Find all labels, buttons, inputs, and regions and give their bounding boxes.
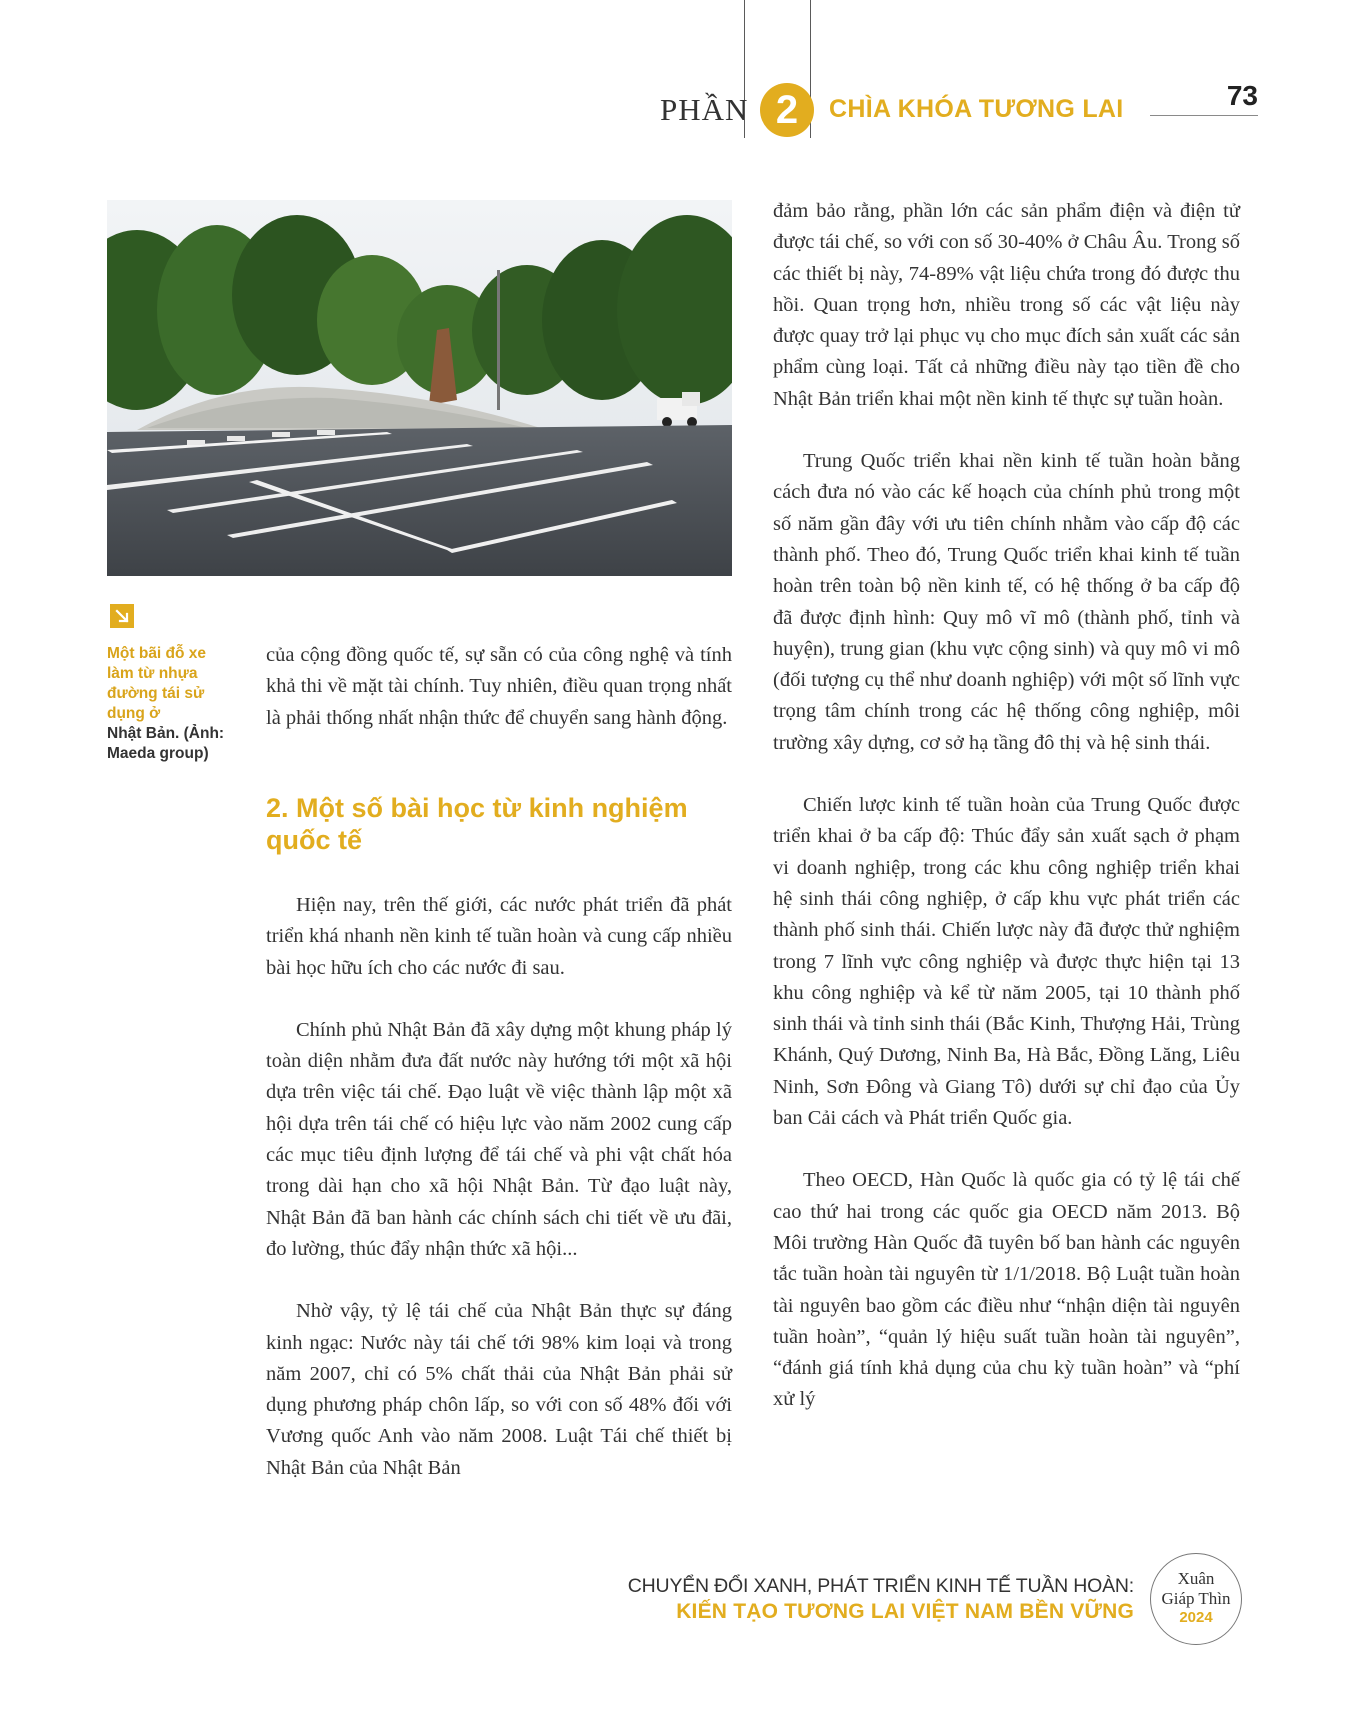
caption-line-3: đường tái sử [107,685,205,702]
arrow-down-right-icon [110,604,134,628]
body-paragraph: Nhờ vậy, tỷ lệ tái chế của Nhật Bản thực sự đáng kinh ngạc: Nước này tái chế tới 98% kim loại và trong năm 2007, chỉ có 5% chất thải của Nhật Bản phải sử dụng phương pháp chôn lấp, so với con số 48% đối với Vương quốc Anh vào năm 2008. Luật Tái chế thiết bị Nhật Bản của Nhật Bản [266,1300,732,1479]
chapter-title: CHÌA KHÓA TƯƠNG LAI [829,95,1124,123]
issue-badge [1150,1553,1242,1645]
parking-lot-photo [107,200,732,576]
left-column-body [266,890,732,1515]
footer-series-title: CHUYỂN ĐỔI XANH, PHÁT TRIỂN KINH TẾ TUẦN HOÀN: [627,1575,1134,1597]
caption-line-2: làm từ nhựa [107,665,198,682]
intro-paragraph: của cộng đồng quốc tế, sự sẵn có của công nghệ và tính khả thi về mặt tài chính. Tuy nhiên, điều quan trọng nhất là phải thống nhất nhận thức để chuyển sang hành động. [266,644,732,729]
body-paragraph: Chiến lược kinh tế tuần hoàn của Trung Quốc được triển khai ở ba cấp độ: Thúc đẩy sản xuất sạch ở phạm vi doanh nghiệp, trong các khu công nghiệp triển khai hệ sinh thái công nghiệp, ở cấp khu vực phát triển các thành phố sinh thái. Chiến lược này đã được thử nghiệm trong 7 lĩnh vực công nghiệp và được thực hiện tại 13 khu công nghiệp và kể từ năm 2005, tại 10 thành phố sinh thái và tỉnh sinh thái (Bắc Kinh, Thượng Hải, Trùng Khánh, Quý Dương, Ninh Ba, Hà Bắc, Đồng Lăng, Liêu Ninh, Sơn Đông và Giang Tô) dưới sự chỉ đạo của Ủy ban Cải cách và Phát triển Quốc gia. [773,794,1240,1130]
footer-series-subtitle: KIẾN TẠO TƯƠNG LAI VIỆT NAM BỀN VỮNG [676,1600,1134,1623]
header-rule [1150,115,1258,116]
body-paragraph: Theo OECD, Hàn Quốc là quốc gia có tỷ lệ tái chế cao thứ hai trong các quốc gia OECD năm 2013. Bộ Môi trường Hàn Quốc đã tuyên bố ban hành các nguyên tắc tuần hoàn tài nguyên từ 1/1/2018. Bộ Luật tuần hoàn tài nguyên bao gồm các điều như “nhận diện tài nguyên tuần hoàn”, “quản lý hiệu suất tuần hoàn tài nguyên”, “đánh giá tính khả dụng của chu kỳ tuần hoàn” và “phí xử lý [773,1169,1240,1411]
body-paragraph: Trung Quốc triển khai nền kinh tế tuần hoàn bằng cách đưa nó vào các kế hoạch của chính phủ trong một số năm gần đây với ưu tiên chính nhằm vào cấp độ các thành phố. Theo đó, Trung Quốc triển khai kinh tế tuần hoàn trên toàn bộ nền kinh tế, có hệ thống ở ba cấp độ đã được định hình: Quy mô vĩ mô (thành phố, tỉnh và huyện), trung gian (khu vực cộng sinh) và quy mô vi mô (đối tượng cụ thể như doanh nghiệp) với một số lĩnh vực trọng tâm chính trong các hệ thống công nghiệp, môi trường xây dựng, cơ sở hạ tầng đô thị và hệ sinh thái. [773,450,1240,754]
body-paragraph: đảm bảo rằng, phần lớn các sản phẩm điện và điện tử được tái chế, so với con số 30-40% ở Châu Âu. Trong số các thiết bị này, 74-89% vật liệu chứa trong đó được thu hồi. Quan trọng hơn, nhiều trong số các vật liệu này được quay trở lại phục vụ cho mục đích sản xuất các sản phẩm cùng loại. Tất cả những điều này tạo tiền đề cho Nhật Bản triển khai một nền kinh tế thực sự tuần hoàn. [773,200,1240,410]
body-paragraph: Hiện nay, trên thế giới, các nước phát triển đã phát triển khá nhanh nền kinh tế tuần hoàn và cung cấp nhiều bài học hữu ích cho các nước đi sau. [266,894,732,979]
body-paragraph: Chính phủ Nhật Bản đã xây dựng một khung pháp lý toàn diện nhằm đưa đất nước này hướng tới một xã hội dựa trên việc tái chế. Đạo luật về việc thành lập một xã hội dựa trên tái chế có hiệu lực vào năm 2002 cung cấp các mục tiêu định lượng để tái chế và phi vật chất hóa trong dài hạn cho xã hội Nhật Bản. Từ đạo luật này, Nhật Bản đã ban hành các chính sách chi tiết về ưu đãi, đo lường, thúc đẩy nhận thức xã hội... [266,1018,732,1260]
part-number-badge: 2 [760,83,814,137]
caption-line-4: dụng ở [107,705,161,722]
left-column-intro [266,640,732,765]
issue-badge-year: 2024 [1179,1609,1213,1626]
part-label: PHẦN [660,92,749,127]
section-title: 2. Một số bài học từ kinh nghiệm quốc tế [266,793,688,855]
photo-caption [107,644,247,764]
right-column-body [773,196,1240,1447]
caption-line-1: Một bãi đỗ xe [107,645,207,662]
issue-badge-line-2: Giáp Thìn [1161,1589,1231,1608]
page-number: 73 [1226,80,1258,111]
issue-badge-line-1: Xuân [1177,1569,1215,1588]
caption-line-6: Maeda group) [107,745,209,762]
caption-line-5: Nhật Bản. (Ảnh: [107,725,225,742]
